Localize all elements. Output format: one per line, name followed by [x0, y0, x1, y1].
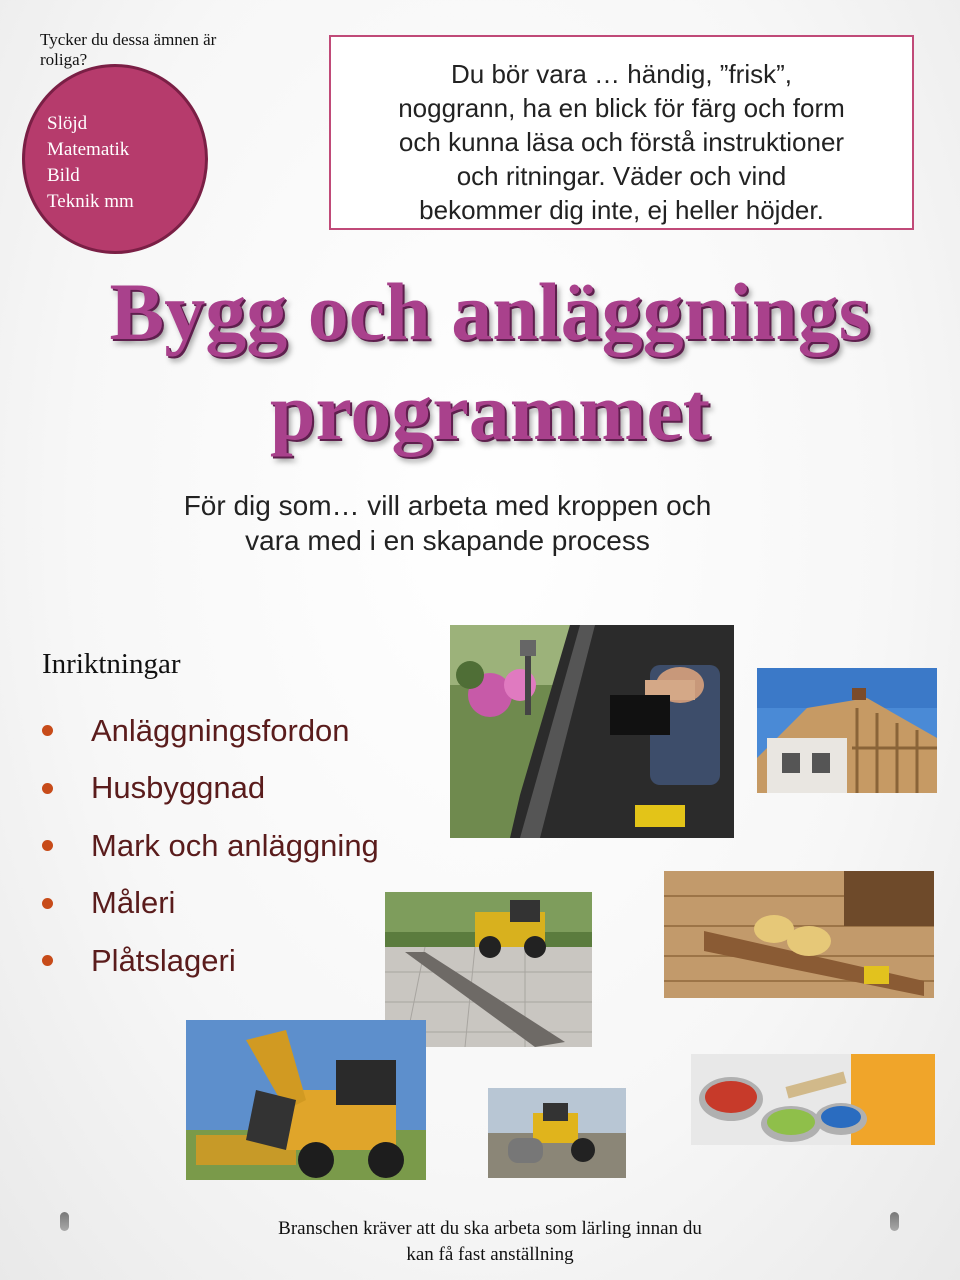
- title-line-2: programmet: [269, 366, 711, 457]
- page-title: [0, 262, 960, 462]
- requirements-line: och ritningar. Väder och vind: [456, 161, 787, 191]
- subject-item: Teknik mm: [47, 191, 134, 212]
- requirements-line: och kunna läsa och förstå instruktioner: [398, 127, 845, 157]
- road-roller-photo: [488, 1088, 626, 1178]
- bullet-icon: [42, 725, 53, 736]
- inriktningar-heading: Inriktningar: [42, 648, 181, 680]
- title-line-1: Bygg och anläggnings: [109, 266, 871, 357]
- bullet-icon: [42, 840, 53, 851]
- subject-item: Bild: [47, 165, 80, 186]
- subtitle: [0, 488, 895, 558]
- subject-item: Matematik: [47, 139, 130, 160]
- requirements-line: Du bör vara … händig, ”frisk”,: [450, 59, 792, 89]
- bullet-icon: [42, 783, 53, 794]
- inriktningar-list: [42, 702, 379, 990]
- bullet-icon: [42, 898, 53, 909]
- house-frame-photo: [757, 668, 937, 793]
- excavators-photo: [186, 1020, 426, 1180]
- subtitle-line-1: För dig som… vill arbeta med kroppen och: [183, 490, 712, 521]
- footer-note: [240, 1216, 740, 1268]
- footer-line-1: Branschen kräver att du ska arbeta som lärling innan du: [278, 1218, 702, 1239]
- list-item: Husbyggnad: [42, 760, 379, 818]
- pin-left: [60, 1212, 69, 1231]
- requirements-box: [329, 35, 914, 230]
- list-item: Anläggningsfordon: [42, 702, 379, 760]
- subjects-question: Tycker du dessa ämnen är roliga?: [40, 30, 217, 69]
- list-item: Mark och anläggning: [42, 817, 379, 875]
- roofing-photo: [450, 625, 734, 838]
- list-item: Måleri: [42, 875, 379, 933]
- list-item: Plåtslageri: [42, 932, 379, 990]
- paint-cans-photo: [691, 1054, 935, 1145]
- bullet-icon: [42, 955, 53, 966]
- requirements-line: bekommer dig inte, ej heller höjder.: [419, 195, 824, 225]
- subtitle-line-2: vara med i en skapande process: [245, 525, 650, 556]
- requirements-line: noggrann, ha en blick för färg och form: [398, 93, 845, 123]
- carpentry-photo: [664, 871, 934, 998]
- subjects-circle: [22, 64, 208, 254]
- footer-line-2: kan få fast anställning: [406, 1244, 574, 1265]
- subject-item: Slöjd: [47, 113, 88, 134]
- pin-right: [890, 1212, 899, 1231]
- subjects-list: [47, 111, 134, 215]
